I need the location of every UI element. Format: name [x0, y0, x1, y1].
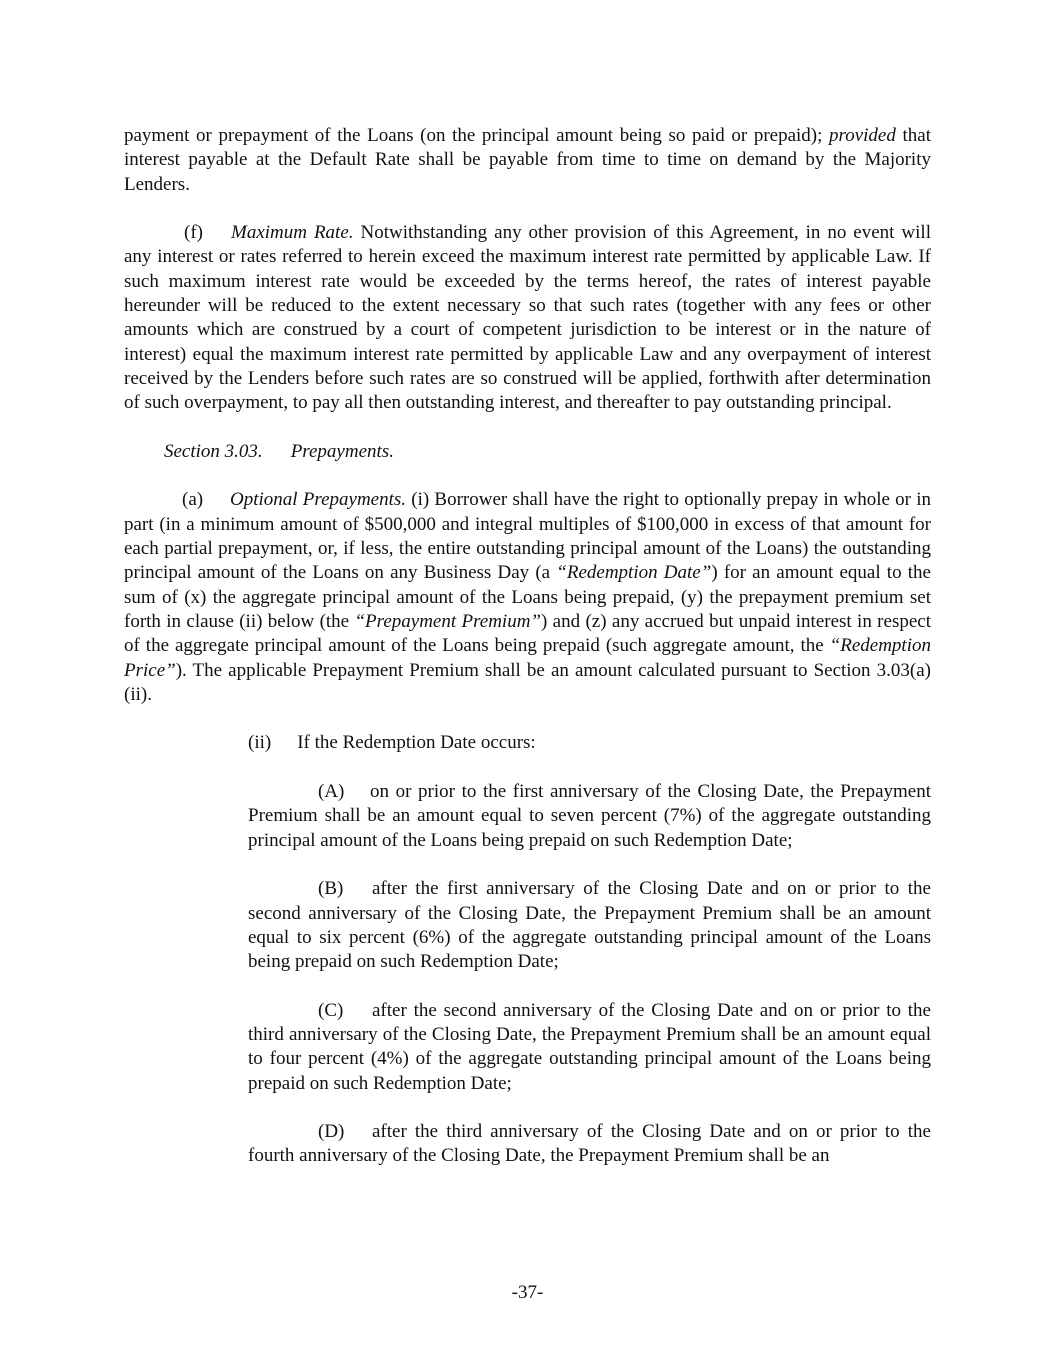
subparagraph-ii [248, 731, 931, 755]
section-title-period: . [389, 440, 394, 462]
provided-term: provided [829, 125, 896, 146]
clause-label: (C) [318, 999, 344, 1021]
clause-label: (B) [318, 878, 344, 900]
clause-text: after the second anniversary of the Closing Date and on or prior to the third anniversary of the Closing Date, the Prepayment Premium shall be an amount equal to four percent (4%) of the aggregate outstanding principal amount of the Loans being prepaid on such Redemption Date; [248, 999, 931, 1094]
optional-prepayments-text-4: ). The applicable Prepayment Premium shall be an amount calculated pursuant to Section 3.03(a)(ii). [124, 659, 931, 705]
clause-a [248, 780, 931, 853]
clause-text: on or prior to the first anniversary of the Closing Date, the Prepayment Premium shall be an amount equal to seven percent (7%) of the aggregate outstanding principal amount of the Loans being prepaid on such Redemption Date; [248, 781, 931, 851]
defined-term-prepayment-premium: “Prepayment Premium” [354, 610, 541, 632]
clause-text: after the first anniversary of the Closing Date and on or prior to the second anniversary of the Closing Date, the Prepayment Premium shall be an amount equal to six percent (6%) of the aggregate outstanding principal amount of the Loans being prepaid on such Redemption Date; [248, 878, 931, 973]
paragraph-label-f: (f) [184, 222, 203, 244]
subparagraph-label-ii: (ii) [248, 732, 272, 754]
optional-prepayments-heading: Optional Prepayments. [230, 489, 407, 511]
optional-prepayments-text-1: (i) Borrower shall have the right to optionally prepay in whole or in part (in a minimum amount of $500,000 and integral multiples of $100,000 in excess of that amount for each partial prepayment, or, if less, the entire outstanding principal amount of the Loans) the outstanding principal amount of the Loans on any Business Day (a [124, 489, 931, 584]
page-number: -37- [511, 1282, 544, 1303]
defined-term-redemption-date: “Redemption Date” [556, 562, 712, 584]
clause-d [248, 1120, 931, 1169]
clause-b [248, 877, 931, 974]
paragraph-maximum-rate [124, 221, 931, 415]
subparagraph-ii-text: If the Redemption Date occurs: [297, 732, 536, 754]
clause-label: (A) [318, 781, 345, 803]
optional-prepayments-text-3: ) and (z) any accrued but unpaid interest in respect of the aggregate principal amount of the Loans being prepaid (such aggregate amount, the [124, 610, 931, 657]
paragraph-optional-prepayments [124, 488, 931, 707]
section-title: Prepayments [290, 440, 390, 462]
defined-term-redemption-price: “Redemption Price” [124, 635, 931, 681]
paragraph-continuation [124, 124, 931, 197]
paragraph-label-a: (a) [182, 489, 204, 511]
section-heading [164, 440, 931, 464]
clause-label: (D) [318, 1121, 345, 1143]
optional-prepayments-text-2: ) for an amount equal to the sum of (x) the aggregate principal amount of the Loans being prepaid, (y) the prepayment premium set forth in clause (ii) below (the [124, 562, 931, 632]
continuation-text-2: that interest payable at the Default Rate shall be payable from time to time on demand by the Majority Lenders. [124, 125, 931, 195]
document-page [124, 124, 931, 1193]
maximum-rate-text: Notwithstanding any other provision of this Agreement, in no event will any interest or rates referred to herein exceed the maximum interest rate permitted by applicable Law. If such maximum interest rate would be exceeded by the terms hereof, the rates of interest payable hereunder will be reduced to the extent necessary so that such rates (together with any fees or other amounts which are construed by a court of competent jurisdiction to be interest or in the nature of interest) equal the maximum interest rate permitted by applicable Law and any overpayment of interest received by the Lenders before such rates are so construed will be applied, forthwith after determination of such overpayment, to pay all then outstanding interest, and thereafter to pay outstanding principal. [124, 222, 931, 414]
continuation-text-1: payment or prepayment of the Loans (on the principal amount being so paid or prepaid); [124, 125, 830, 146]
clause-c [248, 999, 931, 1096]
section-number: Section 3.03. [164, 440, 263, 462]
clause-text: after the third anniversary of the Closing Date and on or prior to the fourth anniversary of the Closing Date, the Prepayment Premium shall be an [248, 1121, 931, 1167]
maximum-rate-heading: Maximum Rate. [231, 222, 354, 244]
